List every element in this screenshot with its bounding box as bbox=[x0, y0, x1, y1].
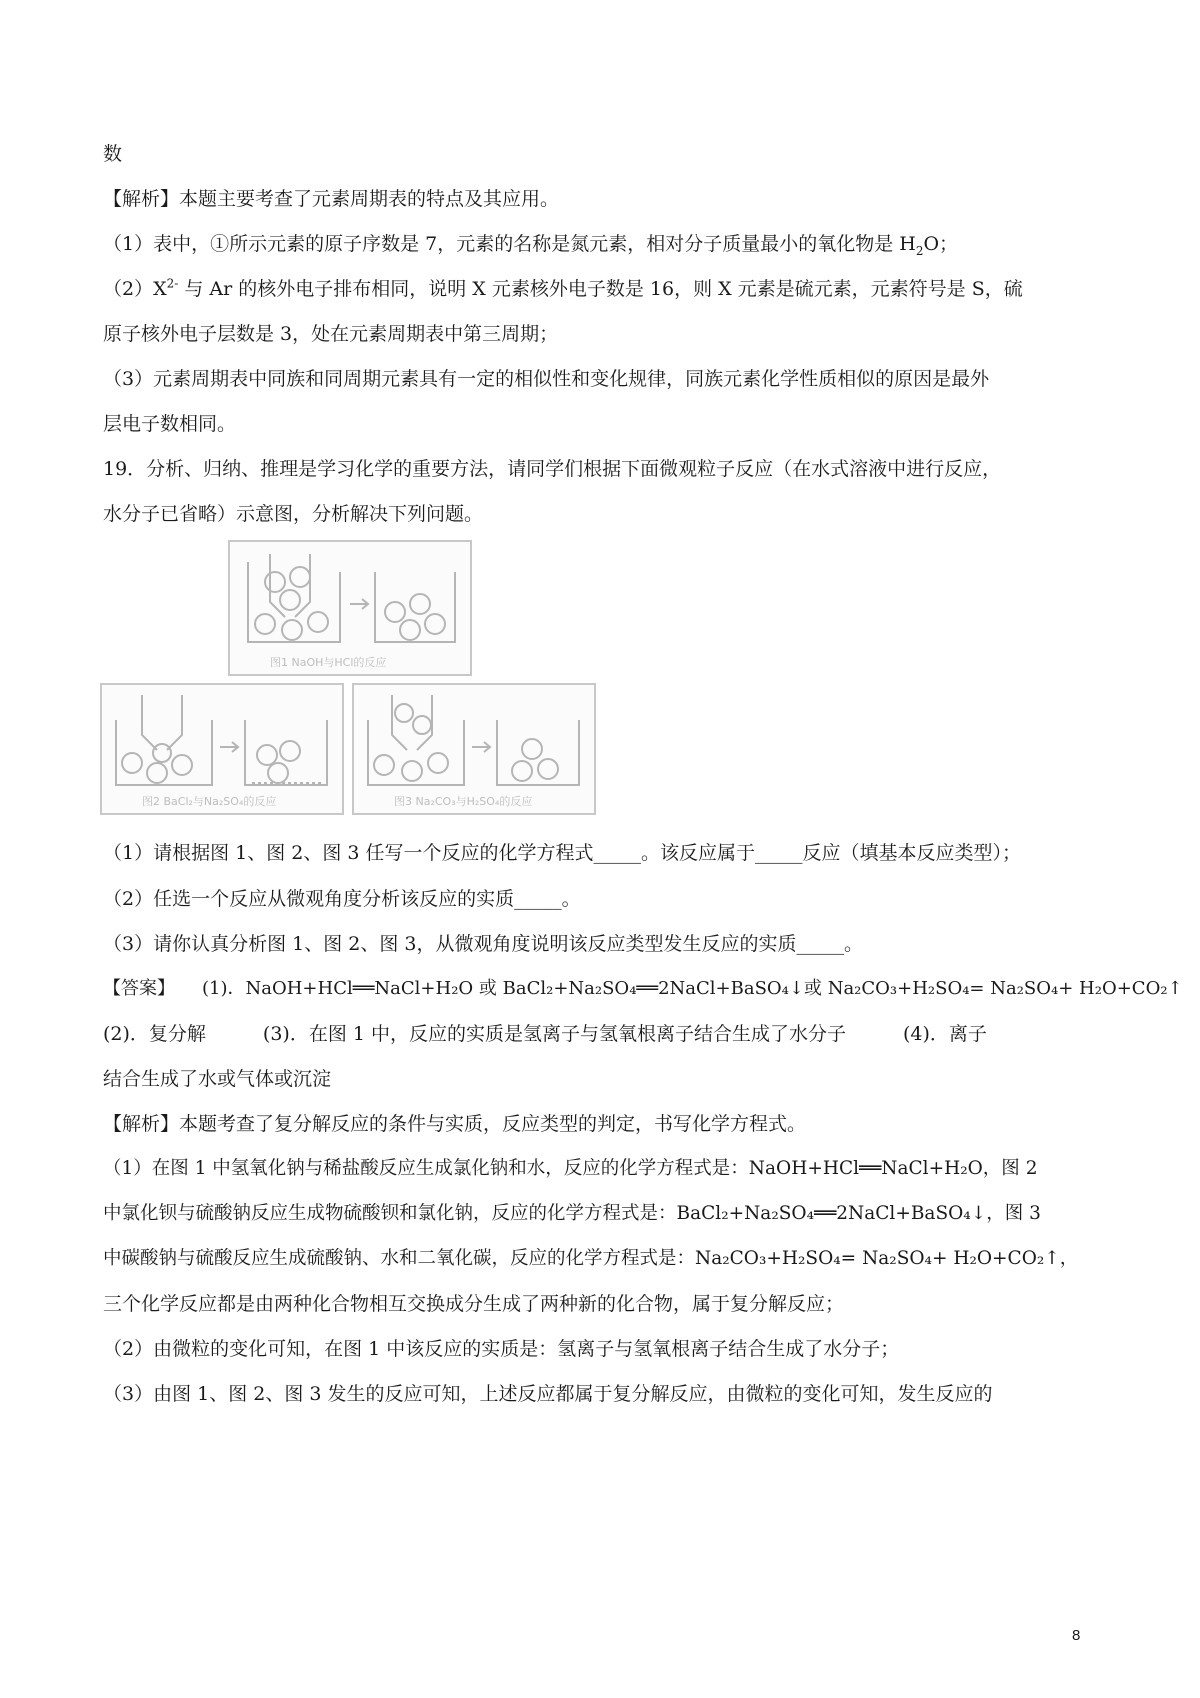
sub-question-3: （3）请你认真分析图 1、图 2、图 3，从微观角度说明该反应类型发生反应的实质_____。 bbox=[103, 933, 863, 955]
question-19: 19．分析、归纳、推理是学习化学的重要方法，请同学们根据下面微观粒子反应（在水式溶液中进行反应， bbox=[103, 458, 1002, 480]
figure-2-caption: 图2 BaCl₂与Na₂SO₄的反应 bbox=[142, 795, 277, 808]
text-line: 水分子已省略）示意图，分析解决下列问题。 bbox=[103, 503, 484, 525]
text-line: （1）表中，①所示元素的原子序数是 7，元素的名称是氮元素，相对分子质量最小的氧化物是 $H_2O$； bbox=[103, 233, 959, 258]
figure-1 bbox=[228, 540, 472, 676]
text-line: 原子核外电子层数是 3，处在元素周期表中第三周期； bbox=[103, 323, 559, 345]
analysis-heading: 【解析】本题主要考查了元素周期表的特点及其应用。 bbox=[103, 188, 560, 210]
text-line: 三个化学反应都是由两种化合物相互交换成分生成了两种新的化合物，属于复分解反应； bbox=[103, 1293, 845, 1315]
sub-question-2: （2）任选一个反应从微观角度分析该反应的实质_____。 bbox=[103, 888, 581, 910]
text-line: 中氯化钡与硫酸钠反应生成物硫酸钡和氯化钠，反应的化学方程式是：BaCl₂+Na₂SO₄══2NaCl+BaSO₄↓，图 3 bbox=[103, 1203, 1041, 1224]
text-line: （3）由图 1、图 2、图 3 发生的反应可知，上述反应都属于复分解反应，由微粒的变化可知，发生反应的 bbox=[103, 1383, 993, 1405]
text-line: (2)．复分解 (3)．在图 1 中，反应的实质是氢离子与氢氧根离子结合生成了水分子 (4)．离子 bbox=[103, 1023, 987, 1045]
sub-question-1: （1）请根据图 1、图 2、图 3 任写一个反应的化学方程式_____。该反应属于_____反应（填基本反应类型）； bbox=[103, 842, 1022, 864]
figure-3-caption: 图3 Na₂CO₃与H₂SO₄的反应 bbox=[394, 795, 533, 808]
analysis-heading: 【解析】本题考查了复分解反应的条件与实质，反应类型的判定，书写化学方程式。 bbox=[103, 1113, 807, 1135]
figure-1-diagram bbox=[230, 542, 470, 674]
figure-2-diagram bbox=[102, 685, 342, 813]
text-line: （2）由微粒的变化可知，在图 1 中该反应的实质是：氢离子与氢氧根离子结合生成了水分子； bbox=[103, 1338, 900, 1360]
text-line: （3）元素周期表中同族和同周期元素具有一定的相似性和变化规律，同族元素化学性质相似的原因是最外 bbox=[103, 368, 990, 390]
figure-2 bbox=[100, 683, 344, 815]
figure-3-diagram bbox=[354, 685, 594, 813]
text-line: 中碳酸钠与硫酸反应生成硫酸钠、水和二氧化碳，反应的化学方程式是：Na₂CO₃+H₂SO₄= Na₂SO₄+ H₂O+CO₂↑， bbox=[103, 1248, 1079, 1269]
text-line: 结合生成了水或气体或沉淀 bbox=[103, 1068, 332, 1090]
text-line: （1）在图 1 中氢氧化钠与稀盐酸反应生成氯化钠和水，反应的化学方程式是：NaOH+HCl══NaCl+H₂O，图 2 bbox=[103, 1158, 1038, 1179]
text-line: $(2)X^{2-}$ 与 Ar 的核外电子排布相同，说明 X 元素核外电子数是 16，则 X 元素是硫元素，元素符号是 S，硫 bbox=[103, 276, 1023, 300]
page-number: 8 bbox=[1072, 1627, 1081, 1644]
figure-1-caption: 图1 NaOH与HCl的反应 bbox=[270, 656, 387, 669]
figure-3 bbox=[352, 683, 596, 815]
text-line: 数 bbox=[103, 143, 123, 165]
text-line: 层电子数相同。 bbox=[103, 413, 237, 435]
answer-line: 【答案】 (1)．NaOH+HCl══NaCl+H₂O 或 BaCl₂+Na₂SO₄══2NaCl+BaSO₄↓或 Na₂CO₃+H₂SO₄= Na₂SO₄+ H₂O+CO₂↑ bbox=[103, 978, 1183, 999]
